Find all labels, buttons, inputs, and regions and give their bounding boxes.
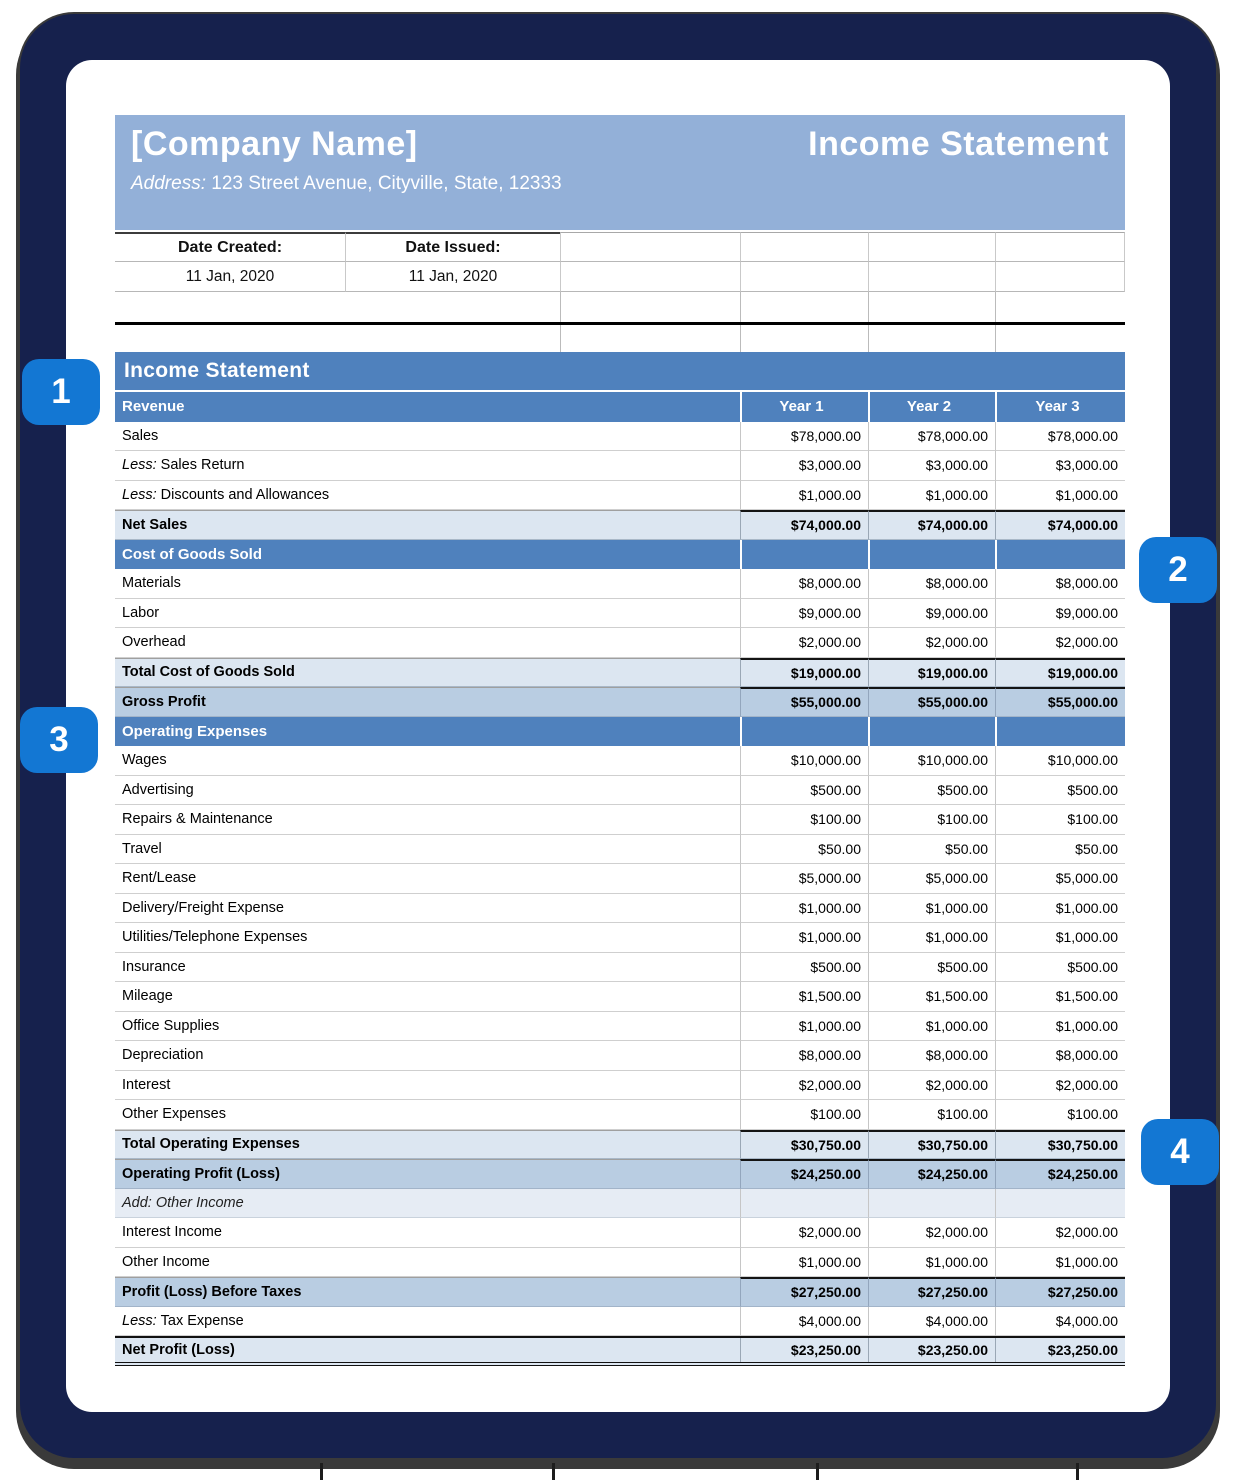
- amount-cell: [995, 1189, 1125, 1219]
- row-label: Operating Profit (Loss): [115, 1159, 740, 1189]
- annotation-badge-3[interactable]: 3: [20, 707, 98, 773]
- table-body: [115, 392, 1125, 1366]
- row-label: Repairs & Maintenance: [115, 805, 740, 835]
- amount-cell: $1,500.00: [740, 982, 868, 1012]
- amount-cell: $2,000.00: [868, 1218, 995, 1248]
- row-label: Insurance: [115, 953, 740, 983]
- table-row: [115, 1071, 1125, 1101]
- amount-cell: $100.00: [868, 1100, 995, 1130]
- row-label: Operating Expenses: [122, 722, 268, 740]
- amount-cell: $74,000.00: [868, 510, 995, 540]
- amount-cell: $500.00: [740, 776, 868, 806]
- amount-cell: $500.00: [995, 953, 1125, 983]
- empty-grid-row: [115, 325, 1125, 352]
- income-statement-table: [115, 352, 1125, 1366]
- amount-cell: $1,000.00: [995, 923, 1125, 953]
- amount-cell: $1,000.00: [868, 894, 995, 924]
- amount-cell: $27,250.00: [995, 1277, 1125, 1307]
- row-label: Overhead: [115, 628, 740, 658]
- cropped-gridline-tick: [1076, 1463, 1079, 1480]
- document-title: Income Statement: [808, 125, 1109, 163]
- row-label: Travel: [115, 835, 740, 865]
- amount-cell: $78,000.00: [868, 422, 995, 452]
- table-row: [115, 923, 1125, 953]
- table-row: [115, 481, 1125, 511]
- table-row: [115, 451, 1125, 481]
- address-label: Address:: [131, 173, 206, 194]
- annotation-badge-4[interactable]: 4: [1141, 1119, 1219, 1185]
- amount-cell: $23,250.00: [740, 1338, 868, 1362]
- amount-cell: $8,000.00: [868, 569, 995, 599]
- row-label: Materials: [115, 569, 740, 599]
- row-label: Profit (Loss) Before Taxes: [115, 1277, 740, 1307]
- row-label: Labor: [115, 599, 740, 629]
- amount-cell: $27,250.00: [868, 1277, 995, 1307]
- amount-cell: $1,000.00: [868, 481, 995, 511]
- row-label: Interest Income: [115, 1218, 740, 1248]
- amount-cell: $78,000.00: [995, 422, 1125, 452]
- amount-cell: [740, 1189, 868, 1219]
- table-row: [115, 1041, 1125, 1071]
- amount-cell: $500.00: [868, 953, 995, 983]
- row-label: Rent/Lease: [115, 864, 740, 894]
- table-row: [115, 687, 1125, 717]
- amount-cell: $8,000.00: [740, 1041, 868, 1071]
- amount-cell: $1,000.00: [995, 1012, 1125, 1042]
- annotation-badge-2[interactable]: 2: [1139, 537, 1217, 603]
- amount-cell: $3,000.00: [868, 451, 995, 481]
- amount-cell: $1,000.00: [740, 481, 868, 511]
- table-row: [115, 864, 1125, 894]
- date-header-row: [115, 232, 1125, 262]
- section-header-row: [115, 717, 1125, 747]
- amount-cell: $2,000.00: [868, 628, 995, 658]
- amount-cell: $27,250.00: [740, 1277, 868, 1307]
- table-row: [115, 628, 1125, 658]
- date-values-row: [115, 262, 1125, 292]
- year-column-header: Year 1: [740, 392, 868, 422]
- row-label: Less: Discounts and Allowances: [115, 481, 740, 511]
- amount-cell: [995, 717, 1125, 747]
- table-row: [115, 1130, 1125, 1160]
- address-value: 123 Street Avenue, Cityville, State, 12333: [211, 173, 562, 194]
- cropped-gridline-tick: [320, 1463, 323, 1480]
- table-row: [115, 1307, 1125, 1337]
- row-label: Advertising: [115, 776, 740, 806]
- row-label: Revenue: [122, 398, 185, 416]
- row-label: Office Supplies: [115, 1012, 740, 1042]
- row-label: Less: Sales Return: [115, 451, 740, 481]
- amount-cell: $8,000.00: [995, 1041, 1125, 1071]
- amount-cell: $5,000.00: [740, 864, 868, 894]
- amount-cell: $1,000.00: [740, 923, 868, 953]
- row-label: Sales: [115, 422, 740, 452]
- row-label: Mileage: [115, 982, 740, 1012]
- amount-cell: $2,000.00: [995, 628, 1125, 658]
- card-frame: [20, 14, 1216, 1458]
- table-row: [115, 1248, 1125, 1278]
- amount-cell: $2,000.00: [995, 1218, 1125, 1248]
- date-issued-label: Date Issued:: [345, 232, 560, 262]
- amount-cell: $2,000.00: [740, 1218, 868, 1248]
- amount-cell: $23,250.00: [995, 1338, 1125, 1362]
- amount-cell: [868, 1189, 995, 1219]
- table-row: [115, 982, 1125, 1012]
- amount-cell: $1,000.00: [868, 1012, 995, 1042]
- amount-cell: $24,250.00: [868, 1159, 995, 1189]
- amount-cell: $50.00: [740, 835, 868, 865]
- amount-cell: $500.00: [868, 776, 995, 806]
- section-header-row: [115, 540, 1125, 570]
- amount-cell: $8,000.00: [868, 1041, 995, 1071]
- amount-cell: $1,000.00: [868, 1248, 995, 1278]
- amount-cell: $2,000.00: [740, 1071, 868, 1101]
- table-row: [115, 658, 1125, 688]
- amount-cell: [868, 717, 995, 747]
- table-row: [115, 1100, 1125, 1130]
- amount-cell: $24,250.00: [995, 1159, 1125, 1189]
- amount-cell: $8,000.00: [995, 569, 1125, 599]
- amount-cell: $9,000.00: [995, 599, 1125, 629]
- date-table: [115, 232, 1125, 352]
- amount-cell: $4,000.00: [868, 1307, 995, 1337]
- cropped-gridline-tick: [816, 1463, 819, 1480]
- amount-cell: $30,750.00: [995, 1130, 1125, 1160]
- row-label-prefix: Less:: [122, 486, 157, 503]
- table-row: [115, 894, 1125, 924]
- table-row: [115, 1218, 1125, 1248]
- amount-cell: $24,250.00: [740, 1159, 868, 1189]
- row-label: Add: Other Income: [115, 1189, 740, 1219]
- table-row: [115, 1189, 1125, 1219]
- table-row: [115, 599, 1125, 629]
- table-row: [115, 776, 1125, 806]
- amount-cell: $1,000.00: [740, 1012, 868, 1042]
- amount-cell: $5,000.00: [868, 864, 995, 894]
- table-row: [115, 422, 1125, 452]
- amount-cell: $4,000.00: [740, 1307, 868, 1337]
- amount-cell: $55,000.00: [868, 687, 995, 717]
- amount-cell: $1,000.00: [740, 894, 868, 924]
- row-label: Cost of Goods Sold: [122, 545, 262, 563]
- amount-cell: $100.00: [995, 805, 1125, 835]
- amount-cell: $1,500.00: [995, 982, 1125, 1012]
- amount-cell: $8,000.00: [740, 569, 868, 599]
- date-created-value: 11 Jan, 2020: [115, 262, 345, 292]
- date-created-label: Date Created:: [115, 232, 345, 262]
- amount-cell: $10,000.00: [868, 746, 995, 776]
- amount-cell: $2,000.00: [868, 1071, 995, 1101]
- row-label: Delivery/Freight Expense: [115, 894, 740, 924]
- cropped-gridline-tick: [552, 1463, 555, 1480]
- amount-cell: $19,000.00: [995, 658, 1125, 688]
- amount-cell: $10,000.00: [995, 746, 1125, 776]
- table-row: [115, 953, 1125, 983]
- row-label: Depreciation: [115, 1041, 740, 1071]
- amount-cell: [995, 540, 1125, 570]
- amount-cell: $4,000.00: [995, 1307, 1125, 1337]
- amount-cell: [740, 717, 868, 747]
- annotation-badge-1[interactable]: 1: [22, 359, 100, 425]
- row-label: Utilities/Telephone Expenses: [115, 923, 740, 953]
- amount-cell: $50.00: [868, 835, 995, 865]
- amount-cell: $9,000.00: [868, 599, 995, 629]
- amount-cell: $50.00: [995, 835, 1125, 865]
- company-name: [Company Name]: [131, 125, 418, 163]
- row-label: Interest: [115, 1071, 740, 1101]
- amount-cell: $30,750.00: [740, 1130, 868, 1160]
- amount-cell: $19,000.00: [868, 658, 995, 688]
- amount-cell: $23,250.00: [868, 1338, 995, 1362]
- amount-cell: $100.00: [995, 1100, 1125, 1130]
- amount-cell: $19,000.00: [740, 658, 868, 688]
- amount-cell: $100.00: [740, 1100, 868, 1130]
- row-label: Net Profit (Loss): [122, 1341, 235, 1358]
- table-row: [115, 510, 1125, 540]
- date-issued-value: 11 Jan, 2020: [345, 262, 560, 292]
- row-label: Other Income: [115, 1248, 740, 1278]
- amount-cell: $3,000.00: [740, 451, 868, 481]
- table-row: [115, 1159, 1125, 1189]
- row-label-prefix: Less:: [122, 457, 157, 474]
- table-row: [115, 805, 1125, 835]
- table-row: [115, 746, 1125, 776]
- table-title: Income Statement: [115, 352, 1125, 390]
- amount-cell: $1,000.00: [995, 481, 1125, 511]
- row-label: Total Cost of Goods Sold: [115, 658, 740, 688]
- amount-cell: $100.00: [740, 805, 868, 835]
- row-label: Total Operating Expenses: [115, 1130, 740, 1160]
- table-row: [115, 1336, 1125, 1366]
- income-statement-document: [66, 60, 1170, 1412]
- amount-cell: $100.00: [868, 805, 995, 835]
- amount-cell: $3,000.00: [995, 451, 1125, 481]
- empty-grid-row: [115, 292, 1125, 322]
- amount-cell: $78,000.00: [740, 422, 868, 452]
- amount-cell: [740, 540, 868, 570]
- amount-cell: $500.00: [995, 776, 1125, 806]
- amount-cell: $2,000.00: [995, 1071, 1125, 1101]
- year-column-header: Year 2: [868, 392, 995, 422]
- amount-cell: $1,000.00: [740, 1248, 868, 1278]
- document-banner: [115, 115, 1125, 230]
- row-label-prefix: Add:: [122, 1194, 152, 1211]
- row-label: Less: Tax Expense: [115, 1307, 740, 1337]
- table-row: [115, 569, 1125, 599]
- amount-cell: $5,000.00: [995, 864, 1125, 894]
- amount-cell: $55,000.00: [740, 687, 868, 717]
- amount-cell: $1,000.00: [995, 894, 1125, 924]
- amount-cell: $1,000.00: [995, 1248, 1125, 1278]
- row-label-prefix: Less:: [122, 1312, 157, 1329]
- amount-cell: $55,000.00: [995, 687, 1125, 717]
- year-column-header: Year 3: [995, 392, 1125, 422]
- table-row: [115, 1277, 1125, 1307]
- amount-cell: $30,750.00: [868, 1130, 995, 1160]
- row-label: Net Sales: [115, 510, 740, 540]
- table-row: [115, 835, 1125, 865]
- row-label: Gross Profit: [115, 687, 740, 717]
- amount-cell: [868, 540, 995, 570]
- amount-cell: $9,000.00: [740, 599, 868, 629]
- amount-cell: $74,000.00: [740, 510, 868, 540]
- amount-cell: $2,000.00: [740, 628, 868, 658]
- company-address: [131, 173, 1109, 195]
- table-row: [115, 1012, 1125, 1042]
- amount-cell: $10,000.00: [740, 746, 868, 776]
- row-label: Other Expenses: [115, 1100, 740, 1130]
- amount-cell: $1,000.00: [868, 923, 995, 953]
- amount-cell: $1,500.00: [868, 982, 995, 1012]
- amount-cell: $74,000.00: [995, 510, 1125, 540]
- amount-cell: $500.00: [740, 953, 868, 983]
- section-header-row: [115, 392, 1125, 422]
- row-label: Wages: [115, 746, 740, 776]
